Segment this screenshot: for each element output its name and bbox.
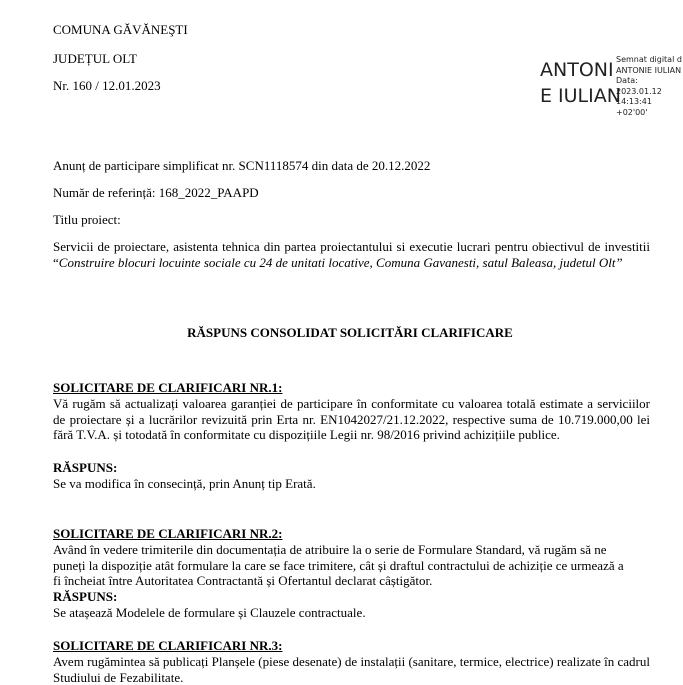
- document-title: RĂSPUNS CONSOLIDAT SOLICITĂRI CLARIFICARE: [187, 325, 513, 340]
- signature-name: [540, 57, 621, 109]
- project-description-text: Servicii de proiectare, asistenta tehnica din partea proiectantului si executie lucrari pentru obiectivul de investitii “: [53, 239, 650, 270]
- document-number: Nr. 160 / 12.01.2023: [53, 78, 161, 93]
- signature-name-line1: ANTONI: [540, 59, 614, 81]
- signature-time: 14:13:41 +02'00': [616, 97, 652, 117]
- project-title-label: Titlu proiect:: [53, 212, 121, 227]
- commune-name: COMUNA GĂVĂNEŞTI: [53, 22, 188, 37]
- clarification-1-answer-label: RĂSPUNS:: [53, 460, 118, 475]
- clarification-2-answer-label: RĂSPUNS:: [53, 589, 118, 604]
- project-name-italic: Construire blocuri locuinte sociale cu 24 de unitati locative, Comuna Gavanesti, satul Baleasa, judetul Olt”: [58, 254, 623, 270]
- signature-details: [616, 55, 683, 118]
- signature-date: Data: 2023.01.12: [616, 76, 662, 96]
- signature-signer: ANTONIE IULIAN: [616, 65, 682, 75]
- county-name: JUDEȚUL OLT: [53, 51, 137, 66]
- clarification-1-answer: Se va modifica în consecință, prin Anunț tip Erată.: [53, 476, 316, 491]
- reference-number: Număr de referință: 168_2022_PAAPD: [53, 185, 259, 200]
- clarification-2-heading: SOLICITARE DE CLARIFICARI NR.2:: [53, 526, 283, 541]
- announcement-line: Anunț de participare simplificat nr. SCN1118574 din data de 20.12.2022: [53, 158, 431, 173]
- signature-label: Semnat digital d: [616, 55, 682, 64]
- project-description: [53, 239, 650, 270]
- clarification-1-heading: SOLICITARE DE CLARIFICARI NR.1:: [53, 380, 283, 395]
- clarification-2-answer: Se atașează Modelele de formulare și Clauzele contractuale.: [53, 605, 366, 620]
- clarification-3-request: Avem rugămintea să publicați Planșele (piese desenate) de instalații (sanitare, termice, electrice) realizate în cadrul Studiului de Fezabilitate.: [53, 654, 650, 685]
- signature-name-line2: E IULIAN: [540, 85, 621, 107]
- clarification-2-request: Având în vedere trimiterile din documentația de atribuire la o serie de Formulare Standard, vă rugăm să ne puneți la dispoziție atât formulare la care se face trimitere, cât și draftul contractului de achiziție ce urmează a fi încheiat între Autoritatea Contractantă și Ofertantul declarat câștigător.: [53, 542, 624, 588]
- clarification-3-heading: SOLICITARE DE CLARIFICARI NR.3:: [53, 638, 283, 653]
- clarification-1-request: Vă rugăm să actualizați valoarea garanției de participare în conformitate cu valoarea totală estimate a serviciilor de proiectare și a lucrărilor revizuită prin Erta nr. EN1042027/21.12.2022, respective suma de 10.719.000,00 lei fără T.V.A. și totodată în conformitate cu dispozițiile Legii nr. 98/2016 privind achizițiile publice.: [53, 396, 650, 442]
